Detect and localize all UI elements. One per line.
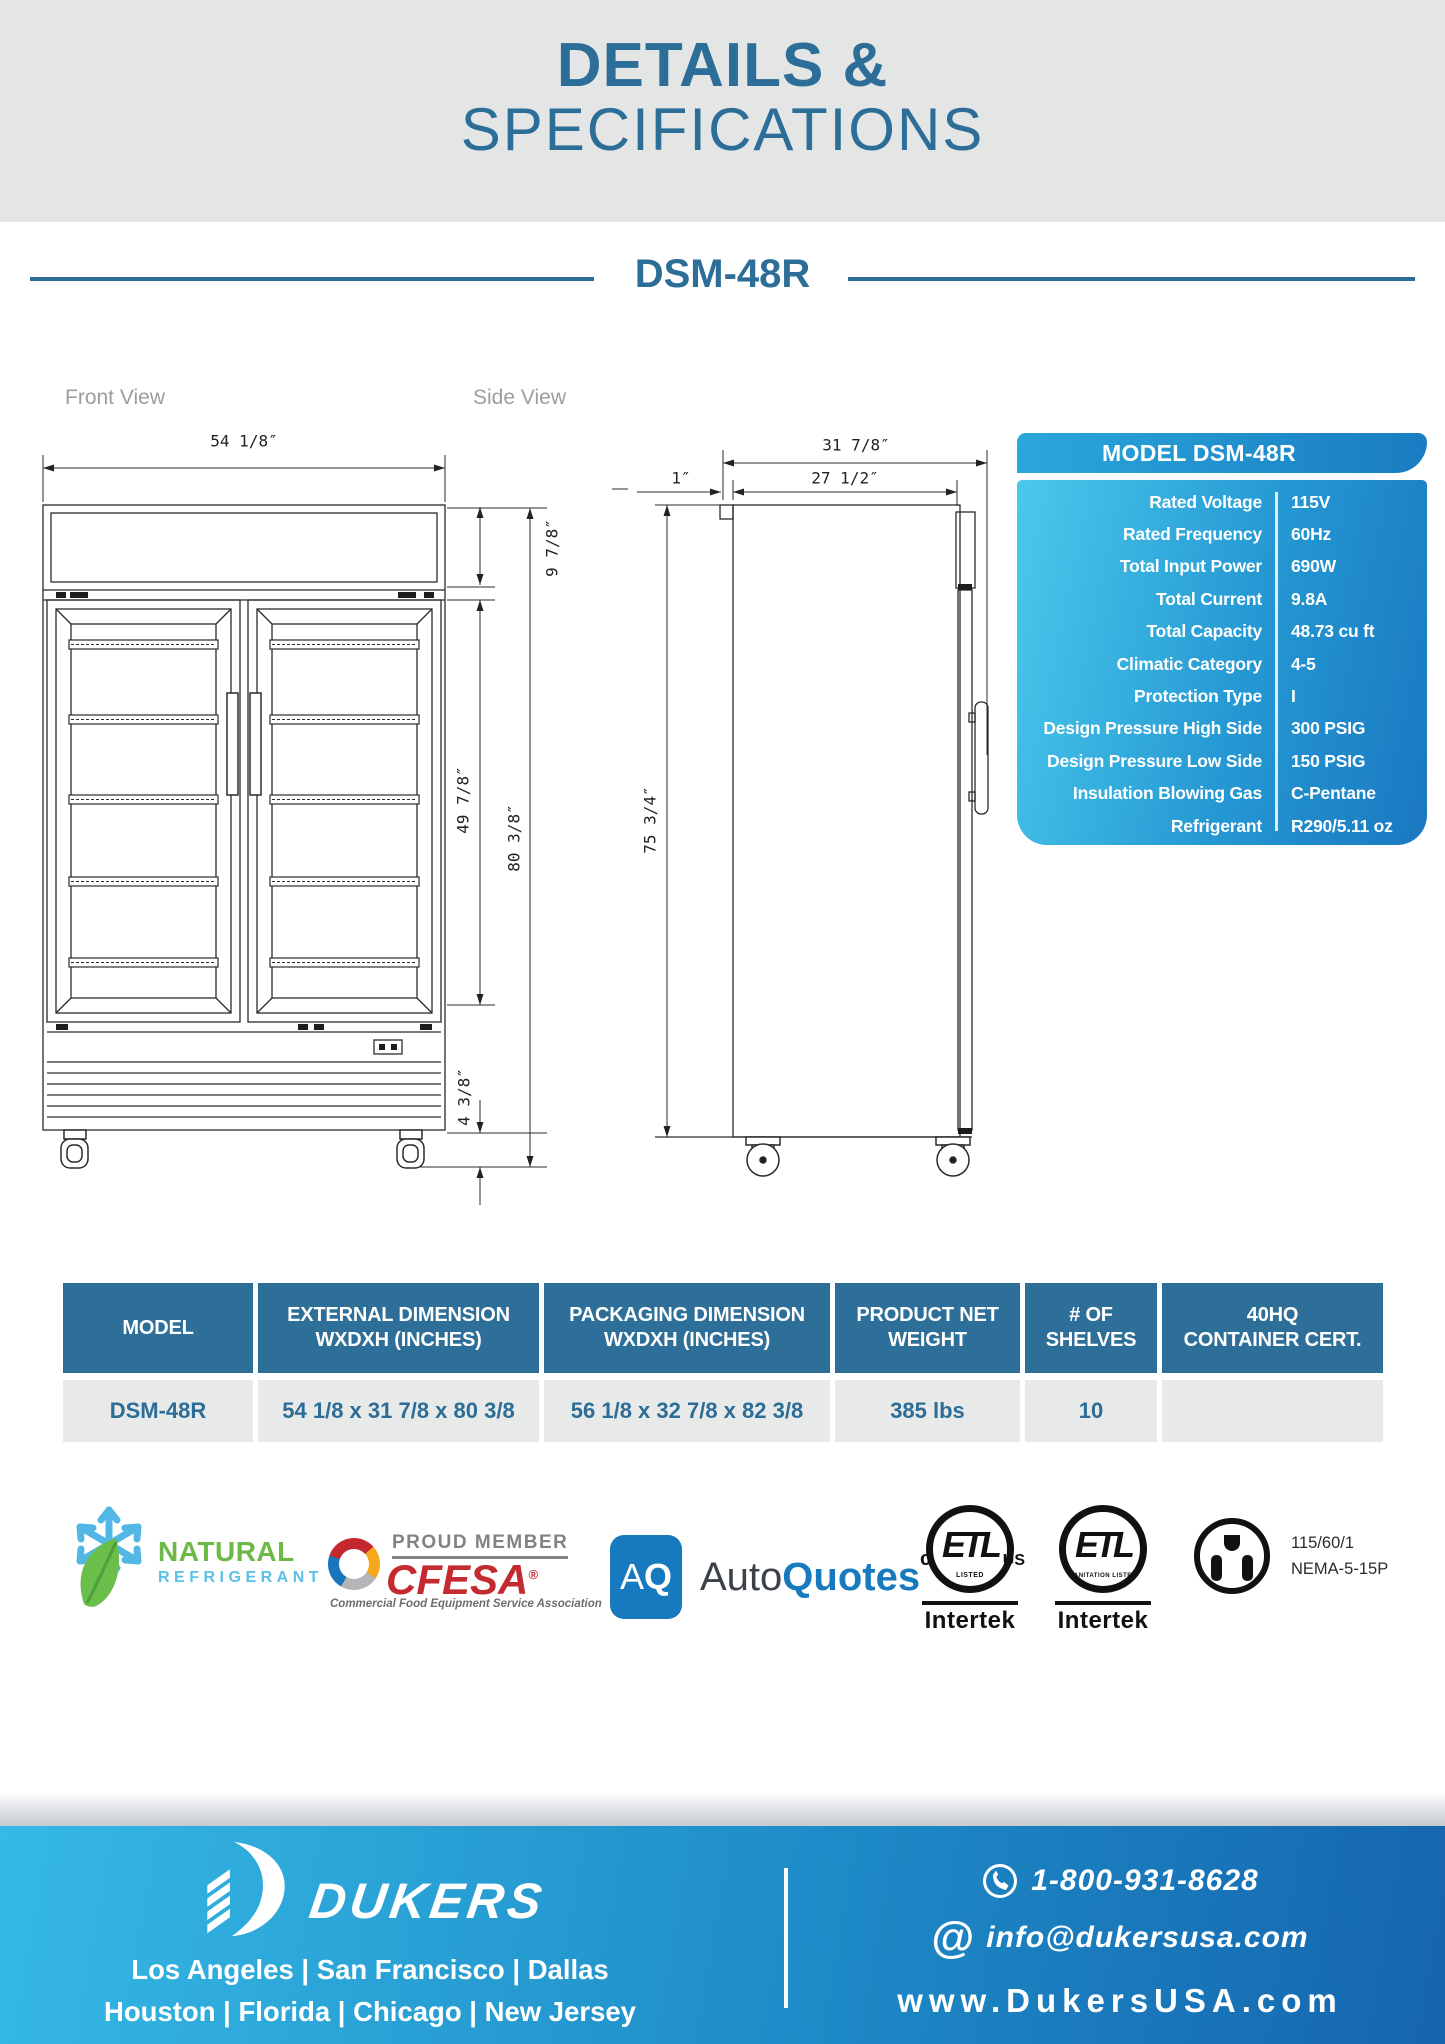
front-sign-height-dim: 9 7/8″	[542, 519, 562, 577]
cfesa-tagline: Commercial Food Equipment Service Association	[330, 1598, 602, 1610]
spec-label: Climatic Category	[1116, 653, 1262, 674]
front-view-cabinet	[43, 505, 445, 1130]
dukers-d-icon	[196, 1840, 294, 1938]
cell-shelves: 10	[1025, 1380, 1157, 1442]
front-view-label: Front View	[65, 386, 165, 409]
cfesa-swirl-icon	[328, 1538, 380, 1590]
intertek-label: Intertek	[1057, 1607, 1149, 1634]
footer-phone-row	[880, 1862, 1360, 1900]
spec-value: 4-5	[1291, 653, 1316, 674]
column-header-cert: 40HQ CONTAINER CERT.	[1162, 1283, 1383, 1373]
table-row	[63, 1373, 1385, 1442]
natural-refrigerant-logo	[62, 1512, 372, 1632]
page-title-line1: DETAILS &	[556, 31, 889, 100]
aq-icon: A Q	[610, 1535, 682, 1619]
spec-label: Total Current	[1156, 588, 1262, 609]
column-header-model: MODEL	[63, 1283, 253, 1373]
etl-sanitation-mark	[1048, 1505, 1158, 1635]
dukers-wordmark: DUKERS	[306, 1873, 550, 1929]
website-url[interactable]: www.DukersUSA.com	[897, 1982, 1343, 2019]
nema-plug-logo	[1193, 1517, 1388, 1595]
spec-label: Refrigerant	[1170, 815, 1262, 836]
spec-label: Design Pressure Low Side	[1047, 750, 1262, 771]
side-total-depth-dim: 31 7/8″	[822, 435, 890, 455]
nema-plug-icon	[1193, 1517, 1271, 1595]
spec-label: Rated Frequency	[1123, 524, 1262, 545]
spec-value: 300 PSIG	[1291, 718, 1366, 739]
column-header-weight: PRODUCT NET WEIGHT	[835, 1283, 1020, 1373]
spec-value: 48.73 cu ft	[1291, 621, 1375, 642]
side-dimension-lines	[612, 450, 987, 1137]
spec-row	[1017, 518, 1427, 550]
spec-row	[1017, 778, 1427, 810]
cell-weight: 385 lbs	[835, 1380, 1020, 1442]
front-door-height-dim: 49 7/8″	[453, 766, 473, 834]
natural-label: NATURAL	[158, 1536, 295, 1567]
spec-card-body	[1017, 480, 1427, 845]
spec-row	[1017, 745, 1427, 777]
spec-card-divider	[1275, 492, 1278, 831]
spec-value: 690W	[1291, 556, 1336, 577]
spec-row	[1017, 810, 1427, 842]
model-title: DSM-48R	[634, 252, 811, 296]
side-height-dim: 75 3/4″	[640, 786, 660, 854]
footer-cities-line2: Houston | Florida | Chicago | New Jersey	[104, 1996, 636, 2027]
cell-packaging: 56 1/8 x 32 7/8 x 82 3/8	[544, 1380, 830, 1442]
footer-email-row	[880, 1913, 1360, 1962]
spec-card-header: MODEL DSM-48R	[1017, 433, 1427, 473]
page-title-line2: SPECIFICATIONS	[460, 96, 985, 163]
cell-cert	[1162, 1380, 1383, 1442]
spec-row	[1017, 616, 1427, 648]
intertek-label: Intertek	[924, 1607, 1016, 1634]
spec-value: 115V	[1291, 491, 1331, 512]
spec-label: Rated Voltage	[1149, 491, 1262, 512]
dimension-table	[63, 1283, 1385, 1442]
front-fittings	[56, 592, 434, 1050]
spec-value: I	[1291, 686, 1296, 707]
column-header-external: EXTERNAL DIMENSION WXDXH (INCHES)	[258, 1283, 539, 1373]
front-shelves	[69, 640, 419, 967]
footer-divider	[784, 1868, 788, 2008]
cell-external: 54 1/8 x 31 7/8 x 80 3/8	[258, 1380, 539, 1442]
front-total-height-dim: 80 3/8″	[504, 804, 524, 872]
spec-value: C-Pentane	[1291, 783, 1376, 804]
spec-row	[1017, 486, 1427, 518]
email-address[interactable]: info@dukersusa.com	[986, 1921, 1309, 1954]
etl-circle-icon: ETL LISTED c US	[926, 1505, 1014, 1593]
nema-rating: 115/60/1 NEMA-5-15P	[1291, 1534, 1389, 1578]
spec-value: 9.8A	[1291, 588, 1328, 609]
front-door-handles	[227, 693, 261, 795]
front-base-height-dim: 4 3/8″	[454, 1068, 474, 1126]
spec-row	[1017, 680, 1427, 712]
proud-member-label: PROUD MEMBER	[392, 1532, 568, 1559]
spec-row	[1017, 583, 1427, 615]
autoquotes-wordmark: AutoQuotes	[700, 1554, 921, 1599]
spec-label: Design Pressure High Side	[1043, 718, 1262, 739]
front-width-dim: 54 1/8″	[210, 431, 278, 451]
spec-value: R290/5.11 oz	[1291, 815, 1393, 836]
page-header-band	[0, 0, 1445, 222]
front-casters	[61, 1130, 424, 1168]
refrigerant-label: REFRIGERANT	[158, 1569, 324, 1586]
spec-value: 60Hz	[1291, 524, 1332, 545]
cfesa-name: CFESA®	[386, 1556, 538, 1603]
spec-row	[1017, 551, 1427, 583]
etl-circle-icon: ETL SANITATION LISTED	[1059, 1505, 1147, 1593]
side-view-label: Side View	[473, 386, 567, 409]
side-top-offset-dim: 1″	[671, 468, 691, 488]
autoquotes-logo	[610, 1535, 920, 1619]
footer-top-strip	[0, 1793, 1445, 1826]
side-body-depth-dim: 27 1/2″	[811, 468, 879, 488]
spec-row	[1017, 713, 1427, 745]
snowflake-leaf-icon	[62, 1504, 152, 1608]
phone-icon	[981, 1862, 1019, 1900]
side-casters	[746, 1137, 970, 1176]
column-header-packaging: PACKAGING DIMENSION WXDXH (INCHES)	[544, 1283, 830, 1373]
spec-label: Insulation Blowing Gas	[1072, 783, 1262, 804]
spec-label: Total Capacity	[1146, 621, 1262, 642]
spec-row	[1017, 648, 1427, 680]
spec-label: Total Input Power	[1119, 556, 1262, 577]
column-header-shelves: # OF SHELVES	[1025, 1283, 1157, 1373]
footer-cities-line1: Los Angeles | San Francisco | Dallas	[131, 1954, 609, 1985]
cfesa-logo	[328, 1532, 638, 1642]
spec-label: Protection Type	[1134, 686, 1262, 707]
cell-model: DSM-48R	[63, 1380, 253, 1442]
at-icon: @	[931, 1913, 975, 1962]
phone-number[interactable]: 1-800-931-8628	[1031, 1864, 1259, 1897]
spec-card	[1017, 433, 1427, 845]
spec-value: 150 PSIG	[1291, 750, 1366, 771]
etl-listed-mark	[915, 1505, 1025, 1635]
side-view-cabinet	[655, 505, 988, 1137]
